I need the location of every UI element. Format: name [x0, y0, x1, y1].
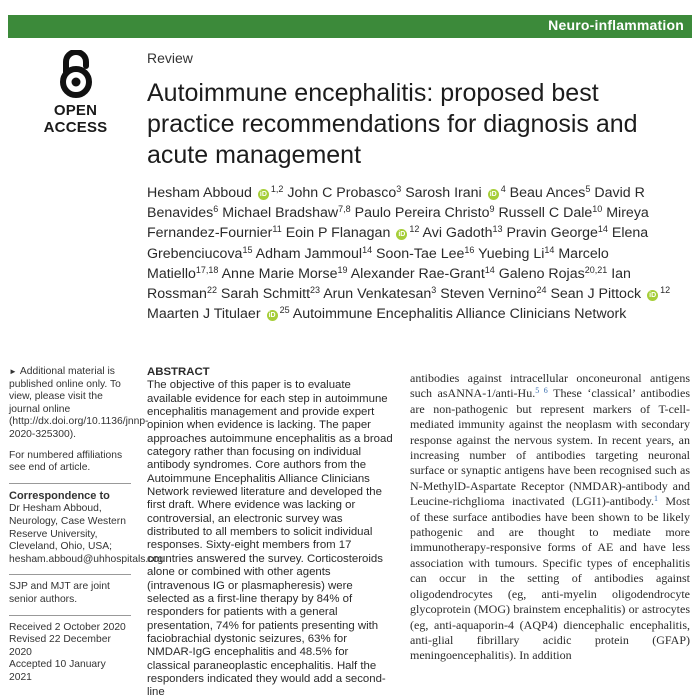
affiliation-number: 14	[484, 264, 495, 275]
author-name[interactable]: John C Probasco	[287, 185, 397, 201]
author-name[interactable]: Elena Grebenciucova	[147, 225, 649, 262]
affiliation-number: 14	[597, 224, 608, 235]
affiliation-number: 11	[272, 224, 282, 235]
author-name[interactable]: Anne Marie Morse	[221, 265, 338, 282]
affiliation-number: 3	[431, 285, 437, 296]
additional-material-note: ► Additional material is published online only. To view, please visit the journal online (http://dx.doi.org/10.1136/jnnp-2020-325300).	[9, 366, 149, 440]
author-name[interactable]: Avi Gadoth	[422, 225, 493, 242]
accepted-date: Accepted 10 January 2021	[9, 659, 106, 683]
affiliation-number: 12	[409, 224, 420, 235]
affiliation-number: 6	[213, 204, 219, 215]
affiliation-number: 16	[464, 244, 475, 255]
section-bar	[8, 15, 692, 38]
revised-date: Revised 22 December 2020	[9, 634, 111, 658]
affiliation-number: 13	[492, 224, 503, 235]
author-name[interactable]: Soon-Tae Lee	[376, 245, 465, 262]
body-column	[410, 371, 690, 664]
affiliation-number: 5	[585, 184, 591, 194]
open-access-lock-icon	[56, 50, 96, 98]
author-name[interactable]: Sarosh Irani	[405, 185, 482, 201]
author-name[interactable]: Michael Bradshaw	[222, 205, 339, 222]
author-name[interactable]: Yuebing Li	[478, 245, 545, 262]
author-name[interactable]: Sarah Schmitt	[220, 286, 311, 303]
author-name[interactable]: Arun Venkatesan	[323, 286, 432, 303]
author-name[interactable]: Beau Ances	[509, 185, 586, 201]
affiliation-number: 22	[206, 285, 217, 296]
author-name[interactable]: Paulo Pereira Christo	[354, 205, 490, 222]
divider	[9, 574, 131, 575]
affiliation-number: 9	[489, 204, 495, 215]
author-name[interactable]: Pravin George	[506, 225, 598, 242]
affiliation-number: 7,8	[338, 204, 351, 215]
divider	[9, 615, 131, 616]
author-name[interactable]: Adham Jammoul	[255, 245, 363, 262]
article-title: Autoimmune encephalitis: proposed best practice recommendations for diagnosis and acute management	[147, 79, 638, 169]
author-name[interactable]: Mireya Fernandez-Fournier	[147, 205, 649, 242]
joint-senior-note: SJP and MJT are joint senior authors.	[9, 581, 110, 605]
affiliation-number: 17,18	[195, 264, 219, 275]
affiliation-number: 14	[362, 244, 373, 255]
affiliation-number: 3	[396, 184, 402, 194]
abstract	[147, 366, 393, 700]
abstract-body: The objective of this paper is to evaluate available evidence for each step in autoimmune encephalitis management and provide expert opinion when evidence is lacking. The paper approaches autoimmune encephalitis as a broad category rather than focusing on individual antibody syndromes. Core authors from the Autoimmune Encephalitis Alliance Clinicians Network reviewed literature and developed the first draft. Where evidence was lacking or controversial, an electronic survey was distributed to all members to solicit individual responses. Sixty-eight members from 17 countries answered the survey. Corticosteroids alone or combined with other agents (intravenous IG or plasmapheresis) were selected as a first-line therapy by 84% of responders for patients with a general presentation, 74% for patients presenting with faciobrachial dystonic seizures, 63% for NMDAR-IgG encephalitis and 48.5% for classical paraneoplastic encephalitis. Half the responders indicated they would add a second-line	[147, 379, 393, 699]
affiliation-number: 12	[660, 285, 671, 296]
author-name[interactable]: Autoimmune Encephalitis Alliance Clinicians Network	[292, 306, 627, 323]
author-name[interactable]: Steven Vernino	[440, 286, 537, 303]
author-name[interactable]: Marcelo Matiello	[147, 245, 609, 282]
body-paragraph: antibodies against intracellular onconeuronal antigens such asANNA-1/anti-Hu.$^{5 6}$ These ‘classical’ antibodies are non-pathogenic but represent markers of T-cell-mediated immunity against the neoplasm with secondary response against the nervous system. In recent years, an increasing number of antibodies targeting neuronal surface or synaptic antigens have been recognised such as N-MethylD-Aspartate Receptor (NMDAR)-antibody and Leucine-richglioma inactivated (LGI1)-antibody.$^1$ Most of these surface antibodies have been shown to be likely pathogenic and are thought to mediate more immunotherapy-responsive forms of AE and have less association with tumours. Specific types of encephalitis can occur in the setting of antibodies against oligodendrocytes (eg, anti-myelin oligodendrocyte glycoprotein (MOG) brainstem encephalitis) or astrocytes (eg, anti-aquaporin-4 (AQP4) diencephalic encephalitis, anti-glial fibrillary acidic protein (GFAP) meningoencephalitis). In addition	[410, 371, 691, 663]
triangle-icon: ►	[9, 367, 17, 376]
open-access-logo	[28, 50, 123, 136]
author-name[interactable]: Sean J Pittock	[550, 286, 642, 303]
orcid-icon[interactable]: iD	[398, 231, 406, 239]
article-type: Review	[147, 50, 193, 66]
author-name[interactable]: Alexander Rae-Grant	[350, 265, 485, 282]
divider	[9, 483, 131, 484]
correspondence-heading: Correspondence to	[9, 489, 110, 502]
affiliation-number: 15	[242, 244, 253, 255]
reference-link[interactable]: 5 6	[535, 386, 548, 396]
correspondence-body: Dr Hesham Abboud, Neurology, Case Western Reserve University, Cleveland, Ohio, USA; hesham.abboud@uhhospitals.org	[9, 503, 164, 565]
open-access-text: OPEN ACCESS	[43, 102, 108, 136]
author-list	[147, 183, 682, 324]
affiliation-number: 1,2	[270, 184, 284, 194]
affiliation-number: 19	[337, 264, 348, 275]
author-name[interactable]: Galeno Rojas	[498, 265, 585, 282]
author-name[interactable]: Maarten J Titulaer	[147, 306, 261, 323]
affiliation-number: 14	[544, 244, 555, 255]
affiliation-number: 25	[279, 305, 290, 316]
affiliation-number: 20,21	[584, 264, 608, 275]
orcid-icon[interactable]: iD	[259, 191, 267, 198]
affiliation-number: 10	[592, 204, 603, 215]
affiliation-number: 24	[536, 285, 547, 296]
affiliation-number: 23	[310, 285, 321, 296]
orcid-icon[interactable]: iD	[268, 312, 276, 320]
author-name[interactable]: Eoin P Flanagan	[285, 225, 391, 242]
author-name[interactable]: Hesham Abboud	[147, 185, 252, 201]
section-label: Neuro-inflammation	[548, 17, 684, 33]
orcid-icon[interactable]: iD	[649, 292, 657, 300]
author-name[interactable]: Ian Rossman	[147, 265, 631, 303]
affiliations-note: For numbered affiliations see end of article.	[9, 449, 123, 474]
abstract-heading: ABSTRACT	[147, 366, 210, 378]
orcid-icon[interactable]: iD	[489, 191, 497, 198]
reference-link[interactable]: 1	[654, 494, 659, 504]
affiliation-number: 4	[500, 184, 506, 194]
sidebar-notes	[9, 366, 164, 684]
author-name[interactable]: Russell C Dale	[498, 205, 593, 222]
received-date: Received 2 October 2020	[9, 621, 126, 633]
author-name[interactable]: David R Benavides	[147, 185, 645, 222]
